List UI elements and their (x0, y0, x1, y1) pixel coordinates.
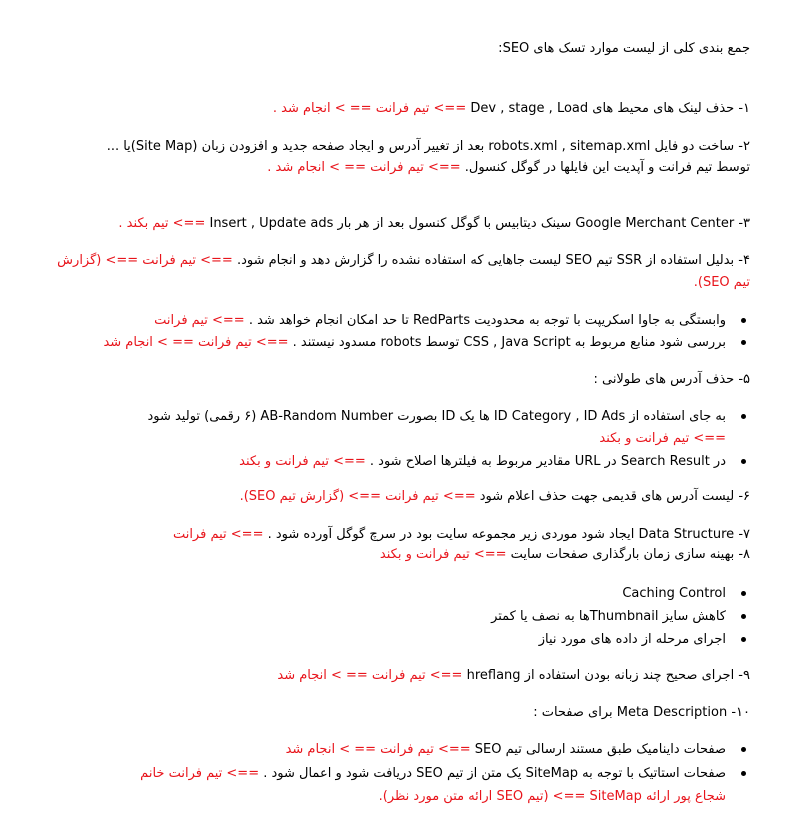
item-2-line2 (30, 159, 750, 177)
bullet-dot (741, 414, 746, 419)
item-6: ۶- لیست آدرس های قدیمی جهت حذف اعلام شود ==> تیم فرانت ==> (گزارش تیم SEO). (239, 489, 750, 504)
item-3 (30, 215, 750, 233)
item-8-bullet-3: اجرای مرحله از داده های مورد نیاز (30, 631, 726, 649)
item-7: ۷- Data Structure ایجاد شود موردی زیر مجموعه سایت بود در سرچ گوگل آورده شود . ==> تیم فرانت (172, 527, 750, 542)
item-4-line1 (30, 252, 750, 270)
item-4-status: ==> تیم فرانت ==> (گزارش (57, 253, 233, 268)
item-2-text: توسط تیم فرانت و آپدیت این فایلها در گوگل کنسول. (464, 160, 750, 175)
item-10-bullet-2-status: شجاع پور ارائه SiteMap ==> (تیم SEO ارائه متن مورد نظر). (378, 789, 726, 804)
bullet-dot (741, 614, 746, 619)
item-5-heading: ۵- حذف آدرس های طولانی : (593, 372, 750, 387)
item-4-bullet-2: بررسی شود منابع مربوط به CSS , Java Script توسط robots مسدود نیستند . ==> تیم فرانت == > انجام شد (30, 334, 726, 352)
bullet-dot (741, 771, 746, 776)
bullet-dot (741, 637, 746, 642)
bullet-dot (741, 340, 746, 345)
item-4-text: ۴- بدلیل استفاده از SSR تیم SEO لیست جاهایی که استفاده نشده را گزارش دهد و انجام شود. (236, 253, 750, 268)
document-title: جمع بندی کلی از لیست موارد تسک های SEO: (498, 41, 750, 56)
item-3-text: ۳- Google Merchant Center سینک دیتابیس با گوگل کنسول بعد از هر بار Insert , Update ads (209, 216, 750, 231)
bullet-dot (741, 459, 746, 464)
item-8-bullet-1: Caching Control (30, 585, 726, 603)
bullet-dot (741, 747, 746, 752)
item-8: ۸- بهینه سازی زمان بارگذاری صفحات سایت ==> تیم فرانت و بکند (379, 547, 750, 562)
item-10-bullet-1: صفحات داینامیک طبق مستند ارسالی تیم SEO ==> تیم فرانت == > انجام شد (30, 741, 726, 759)
item-4-line2: تیم SEO). (693, 275, 750, 290)
item-4-bullet-1: وابستگی به جاوا اسکریپت با توجه به محدودیت RedParts تا حد امکان انجام خواهد شد . ==> تیم فرانت (30, 312, 726, 330)
item-2-line1: ۲- ساخت دو فایل robots.xml , sitemap.xml بعد از تغییر آدرس و ایجاد صفحه جدید و افزودن زبان (Site Map)یا ... (106, 139, 750, 154)
item-10-bullet-2: صفحات استاتیک با توجه به SiteMap یک متن از تیم SEO دریافت شود و اعمال شود . ==> تیم فرانت خانم (30, 765, 726, 783)
bullet-dot (741, 591, 746, 596)
item-5-bullet-1-status: ==> تیم فرانت و بکند (599, 431, 726, 446)
item-10-heading: ۱۰- Meta Description برای صفحات : (533, 705, 750, 720)
bullet-dot (741, 318, 746, 323)
item-5-bullet-2: در Search Result در URL مقادیر مربوط به فیلترها اصلاح شود . ==> تیم فرانت و بکند (30, 453, 726, 471)
item-1-text: ۱- حذف لینک های محیط های Dev , stage , Load (470, 101, 750, 116)
item-9: ۹- اجرای صحیح چند زبانه بودن استفاده از hreflang ==> تیم فرانت == > انجام شد (277, 668, 750, 683)
item-5-bullet-1: به جای استفاده از ID Category , ID Ads ها یک ID بصورت AB-Random Number (۶ رقمی) تولید شود (30, 408, 726, 426)
item-8-bullet-2: کاهش سایز Thumbnailها به نصف یا کمتر (30, 608, 726, 626)
item-3-status: ==> تیم بکند . (118, 216, 206, 231)
item-2-status: ==> تیم فرانت == > انجام شد . (267, 160, 461, 175)
item-1-status: ==> تیم فرانت == > انجام شد . (272, 101, 467, 116)
item-1 (30, 100, 750, 118)
